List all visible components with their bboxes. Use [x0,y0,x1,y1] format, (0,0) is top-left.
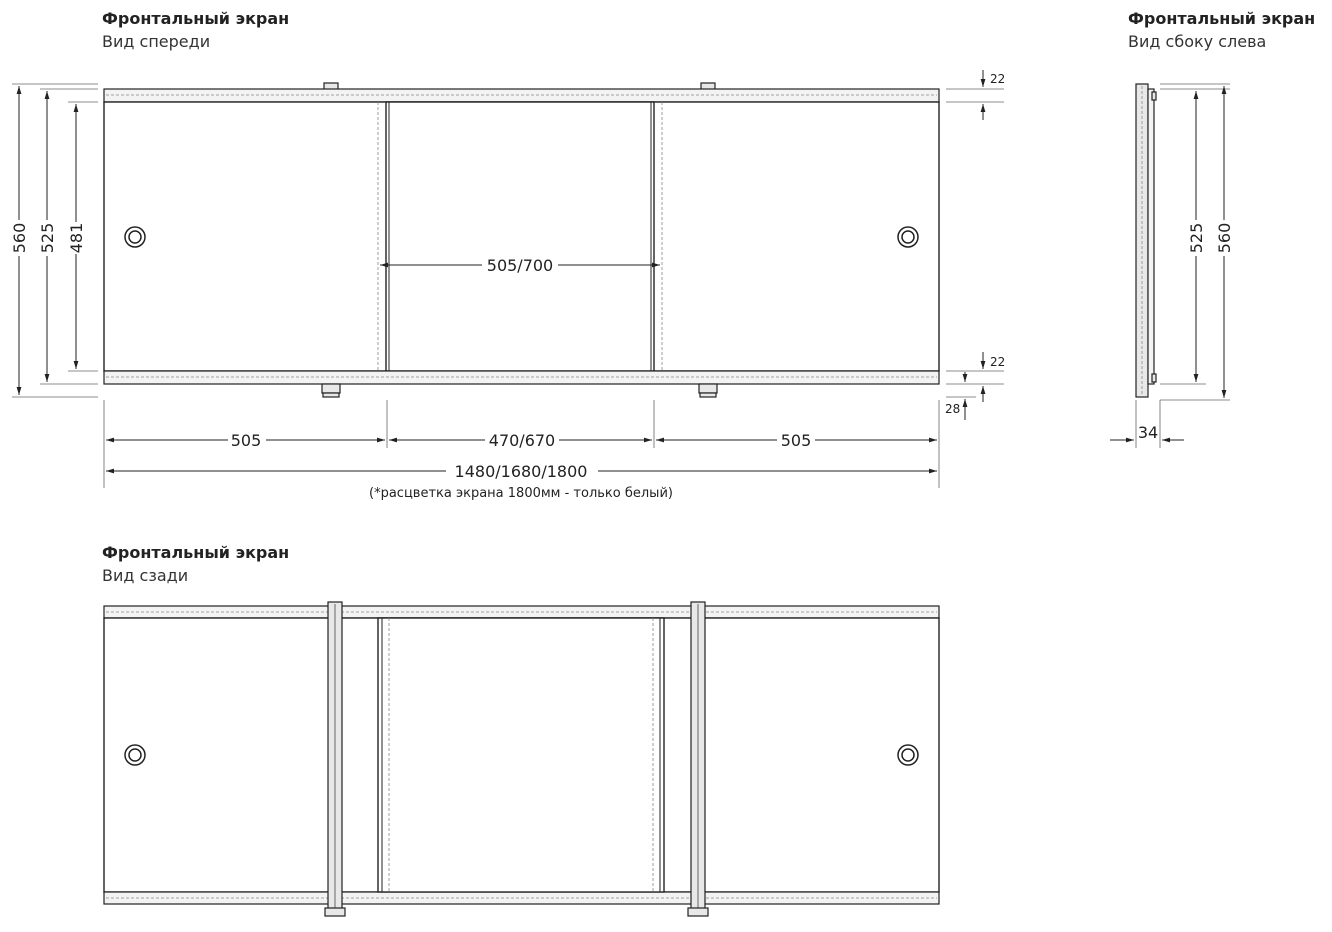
foot-left [322,384,340,393]
front-view-title: Фронтальный экран [102,9,290,28]
side-view-title: Фронтальный экран [1128,9,1316,28]
side-view-subtitle: Вид сбоку слева [1128,32,1267,51]
dim-mid-470-670: 470/670 [488,431,556,450]
dim-bottom-22: 22 [990,355,1006,369]
bottom-rail [104,371,939,384]
back-view-subtitle: Вид сзади [102,566,189,585]
color-note: (*расцветка экрана 1800мм - только белый) [369,486,673,501]
side-dim-560: 560 [1215,222,1234,254]
dim-total-length: 1480/1680/1800 [454,462,588,481]
front-view-subtitle: Вид спереди [102,32,211,51]
back-center-panel [378,618,664,892]
back-view-title: Фронтальный экран [102,543,290,562]
back-handle-left-icon [125,745,145,765]
dim-left-505: 505 [230,431,262,450]
back-handle-right-icon [898,745,918,765]
dim-bottom-28: 28 [945,402,961,416]
side-dim-525: 525 [1187,222,1206,254]
dim-481: 481 [67,222,86,254]
side-view [1110,9,1315,448]
foot-right [699,384,717,393]
dim-center-opening: 505/700 [486,256,554,275]
dim-right-505: 505 [780,431,812,450]
back-view [102,543,939,916]
front-view [10,9,1005,501]
side-dim-34: 34 [1137,423,1159,442]
side-panel [1148,89,1154,384]
center-panel [386,102,654,371]
top-rail [104,89,939,102]
dim-525: 525 [38,222,57,254]
handle-right-icon [898,227,918,247]
dim-560: 560 [10,222,29,254]
dim-top-22: 22 [990,72,1006,86]
handle-left-icon [125,227,145,247]
side-frame [1136,84,1148,397]
